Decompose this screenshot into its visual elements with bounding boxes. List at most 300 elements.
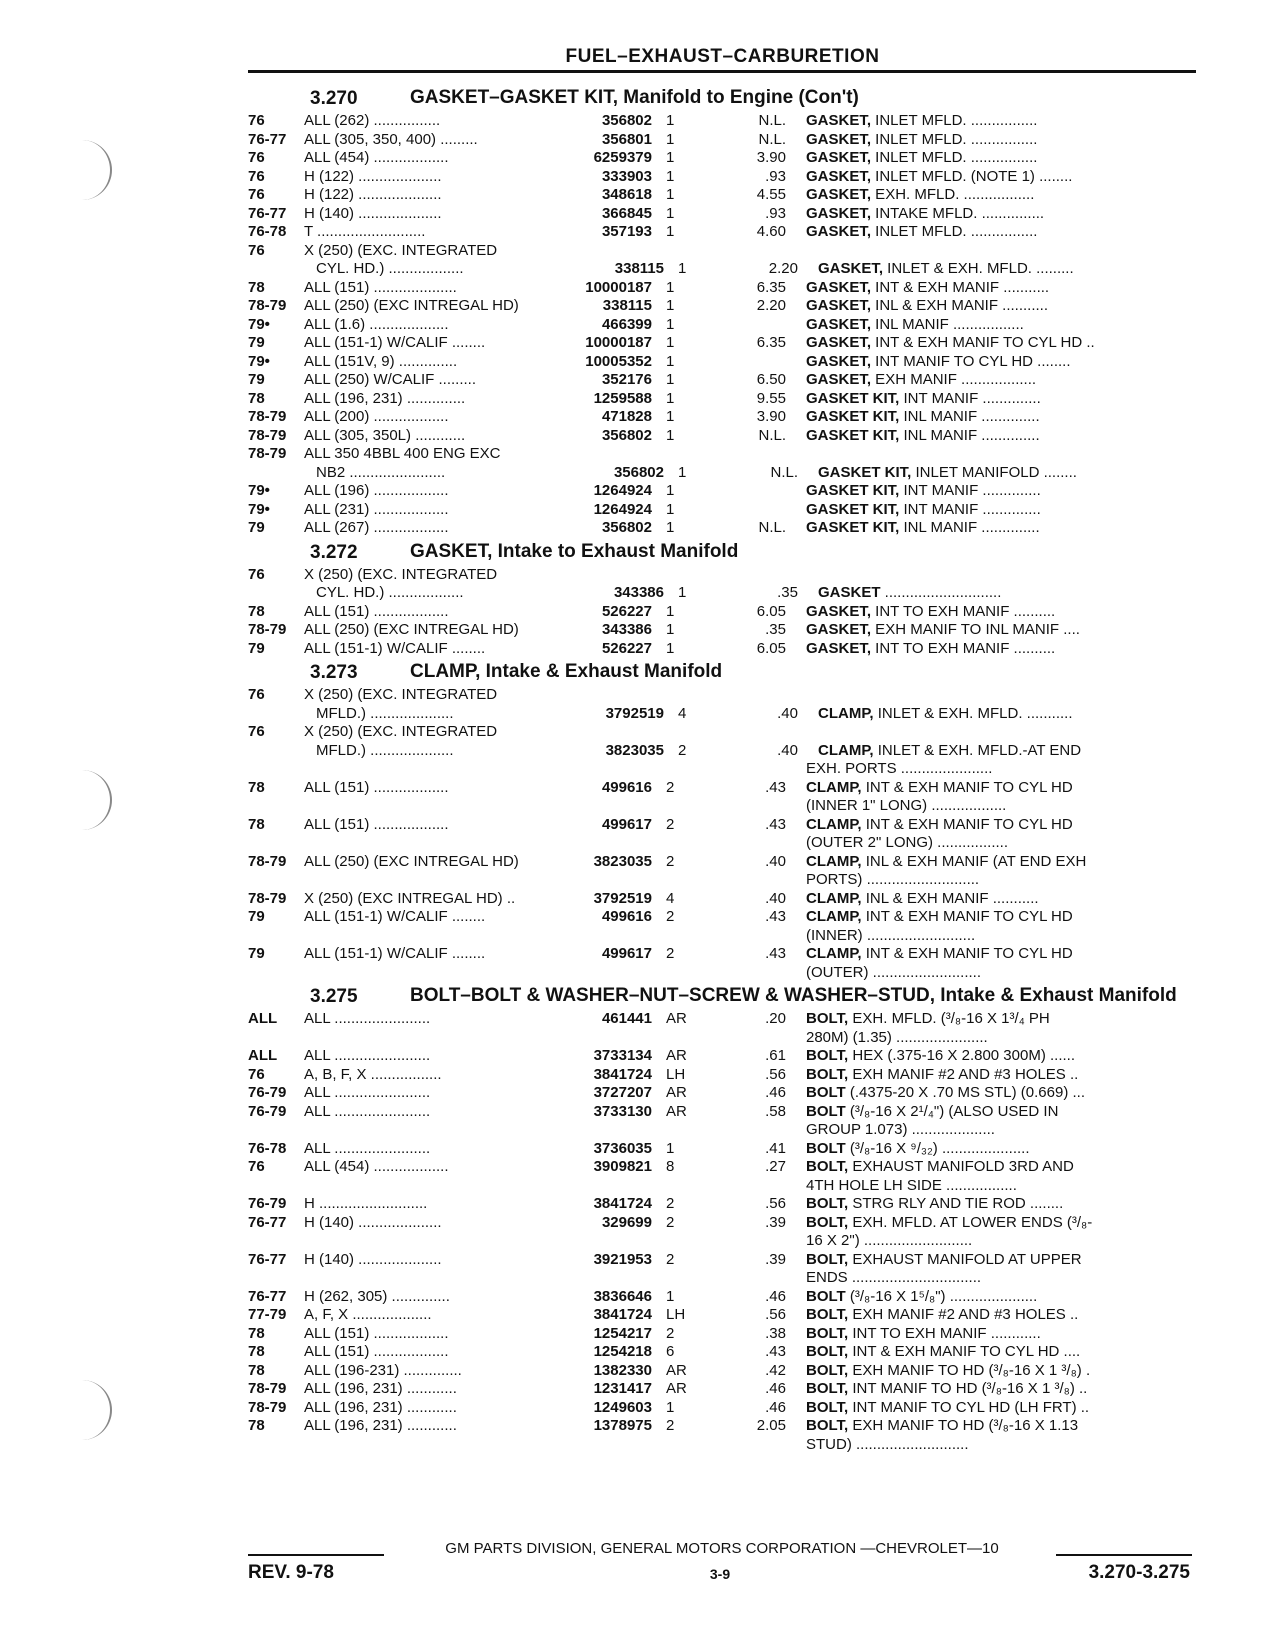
part-number (572, 760, 652, 779)
section-heading: CLAMP, Intake & Exhaust Manifold (410, 661, 723, 682)
model-year: 76 (248, 167, 265, 185)
model-year: 76-79 (248, 1084, 287, 1101)
part-number: 6259379 (593, 149, 652, 166)
price: .43 (765, 778, 786, 796)
price: .42 (765, 1361, 786, 1379)
description-text: (OUTER 2" LONG) ................. (806, 834, 1009, 851)
quantity: 1 (666, 130, 675, 148)
section-heading: GASKET–GASKET KIT, Manifold to Engine (Con't) (410, 87, 859, 108)
description (806, 853, 1198, 872)
description-keyword: GASKET, (806, 371, 872, 388)
description-keyword: BOLT, (806, 1158, 849, 1175)
description (806, 1232, 1198, 1251)
quantity (652, 871, 694, 890)
description-text: INT & EXH MANIF TO CYL HD .. (871, 334, 1095, 351)
quantity: 2 (666, 815, 675, 833)
model-year: 76 (248, 1158, 265, 1175)
price (694, 482, 806, 501)
parts-row (248, 1325, 1198, 1344)
quantity: 1 (666, 149, 675, 166)
quantity: AR (666, 1361, 687, 1379)
parts-row (248, 1177, 1198, 1196)
model-year: 78 (248, 1417, 265, 1434)
description-text: (³/₈-16 X 1⁵/₈") ..................... (845, 1287, 1038, 1305)
description-keyword: CLAMP, (806, 889, 862, 907)
parts-row (248, 482, 1198, 501)
description-text: (INNER) .......................... (806, 926, 976, 944)
model-application: ALL (196, 231) ............ (304, 1398, 457, 1416)
part-number: 3921953 (593, 1250, 652, 1268)
quantity: 2 (666, 1195, 675, 1212)
description-keyword: GASKET, (806, 130, 872, 148)
description-text: EXH MANIF TO HD (³/₈-16 X 1 ³/₈) . (848, 1361, 1091, 1379)
part-number: 356802 (601, 519, 652, 536)
description-keyword: BOLT, (806, 1065, 849, 1083)
model-year (248, 1029, 304, 1048)
description-text: INLET & EXH. MFLD. ......... (883, 260, 1074, 277)
price (694, 834, 806, 853)
price: .46 (765, 1287, 786, 1305)
parts-row (248, 1066, 1198, 1085)
price: 6.05 (756, 602, 786, 620)
description-text: INL MANIF .............. (899, 408, 1040, 425)
description (806, 1417, 1198, 1436)
quantity (652, 445, 694, 464)
description-text: INT MANIF TO CYL HD (LH FRT) .. (848, 1398, 1090, 1416)
description-text: INT & EXH MANIF TO CYL HD (861, 778, 1073, 796)
description-text: EXH. MFLD. ................. (871, 186, 1035, 203)
parts-row (248, 742, 1198, 761)
description (818, 464, 1198, 483)
description-text: HEX (.375-16 X 2.800 300M) ...... (848, 1047, 1075, 1064)
quantity: 1 (666, 426, 675, 444)
model-application: ALL (454) .................. (304, 149, 449, 166)
part-number: 3792519 (593, 889, 652, 907)
parts-row (248, 223, 1198, 242)
model-year: 76-79 (248, 1102, 287, 1120)
description-keyword: BOLT, (806, 1398, 849, 1416)
quantity (652, 1029, 694, 1048)
description-text: 16 X 2") .......................... (806, 1232, 973, 1249)
model-year (248, 834, 304, 853)
part-number: 3836646 (593, 1287, 652, 1305)
model-application: ALL (151V, 9) .............. (304, 352, 458, 370)
binder-hole-mark (60, 140, 112, 200)
price: .58 (765, 1102, 786, 1120)
part-number (572, 445, 652, 464)
model-application: X (250) (EXC. INTEGRATED (304, 723, 498, 740)
parts-row (248, 1288, 1198, 1307)
model-application: X (250) (EXC. INTEGRATED (304, 241, 498, 259)
description (806, 1325, 1198, 1344)
quantity: 2 (666, 778, 675, 796)
model-year: 76-77 (248, 1250, 287, 1268)
quantity (652, 686, 694, 705)
price (694, 566, 806, 585)
quantity (652, 566, 694, 585)
price: 6.50 (756, 371, 786, 388)
part-number: 526227 (601, 602, 652, 620)
description-keyword: BOLT, (806, 1361, 849, 1379)
description (806, 723, 1198, 742)
model-year: 79 (248, 519, 265, 536)
price: 6.35 (756, 334, 786, 351)
description-keyword: BOLT (806, 1287, 846, 1305)
quantity: 1 (666, 408, 675, 425)
description-text: INT MANIF .............. (899, 482, 1041, 499)
description (818, 742, 1198, 761)
model-year: 78 (248, 1324, 265, 1342)
quantity (652, 1436, 694, 1455)
model-application (304, 760, 572, 779)
parts-row (248, 1084, 1198, 1103)
price: .46 (765, 1084, 786, 1101)
price: N.L. (758, 112, 786, 129)
model-application: H (122) .................... (304, 167, 442, 185)
model-application: CYL. HD.) .................. (316, 260, 464, 277)
description (806, 1399, 1198, 1418)
description-text: INLET MFLD. (NOTE 1) ........ (871, 167, 1073, 185)
parts-row (248, 871, 1198, 890)
model-application: ALL (196-231) .............. (304, 1361, 462, 1379)
price: N.L. (758, 426, 786, 444)
price: 9.55 (756, 389, 786, 407)
model-year: ALL (248, 1047, 278, 1064)
parts-row (248, 908, 1198, 927)
part-number: 3909821 (593, 1158, 652, 1175)
model-application: ALL (1.6) ................... (304, 315, 449, 333)
parts-row (248, 168, 1198, 187)
quantity: 1 (666, 204, 675, 222)
quantity: 1 (666, 519, 675, 536)
parts-row (248, 621, 1198, 640)
description-keyword: BOLT, (806, 1250, 849, 1268)
description (806, 1140, 1198, 1159)
description (806, 1343, 1198, 1362)
part-number (572, 242, 652, 261)
description-text: INT MANIF .............. (899, 500, 1041, 518)
part-number (572, 1436, 652, 1455)
description-text: INL & EXH MANIF ........... (871, 297, 1048, 314)
price: N.L. (758, 519, 786, 536)
model-application: H (122) .................... (304, 186, 442, 203)
section-title (248, 986, 1198, 1008)
description (806, 1306, 1198, 1325)
description-keyword: GASKET KIT, (806, 426, 900, 444)
price (694, 1436, 806, 1455)
part-number: 10000187 (585, 334, 652, 351)
price (694, 927, 806, 946)
model-application (304, 1121, 572, 1140)
binder-hole-mark (60, 1380, 112, 1440)
description (806, 168, 1198, 187)
model-application: ALL (196) .................. (304, 482, 449, 499)
description (806, 149, 1198, 168)
quantity (652, 797, 694, 816)
model-year: 77-79 (248, 1306, 287, 1323)
section-number: 3.273 (310, 662, 358, 683)
section-heading: GASKET, Intake to Exhaust Manifold (410, 540, 739, 562)
description-keyword: GASKET, (806, 223, 872, 240)
description-keyword: GASKET, (806, 602, 872, 620)
quantity: AR (666, 1047, 687, 1064)
model-year: 78-79 (248, 426, 287, 444)
description-keyword: BOLT, (806, 1047, 849, 1064)
model-application: H (140) .................... (304, 204, 442, 222)
model-application: ALL (151-1) W/CALIF ........ (304, 639, 486, 657)
description-keyword: GASKET, (806, 149, 872, 166)
quantity (652, 927, 694, 946)
description (806, 908, 1198, 927)
model-application (304, 927, 572, 946)
model-year: 76-78 (248, 1139, 287, 1157)
description (806, 890, 1198, 909)
model-application: X (250) (EXC. INTEGRATED (304, 565, 498, 583)
model-year: 78-79 (248, 297, 287, 314)
description (806, 112, 1198, 131)
model-year: 78-79 (248, 852, 287, 870)
model-year: 78-79 (248, 1380, 287, 1397)
part-number: 3727207 (593, 1084, 652, 1101)
model-application: H (262, 305) .............. (304, 1287, 450, 1305)
section-number: 3.270 (310, 88, 358, 109)
model-application (304, 964, 572, 983)
model-year: 78 (248, 815, 265, 833)
part-number (572, 1121, 652, 1140)
parts-row (248, 390, 1198, 409)
description (806, 316, 1198, 335)
description-keyword: BOLT, (806, 1380, 849, 1397)
parts-row (248, 945, 1198, 964)
parts-row (248, 640, 1198, 659)
part-number: 3736035 (593, 1139, 652, 1157)
model-year (248, 1177, 304, 1196)
description-keyword: GASKET KIT, (806, 389, 900, 407)
description-text: (³/₈-16 X 2¹/₄") (ALSO USED IN (845, 1102, 1059, 1120)
description (806, 1195, 1198, 1214)
description-text: EXH MANIF TO INL MANIF .... (871, 621, 1080, 638)
description (806, 390, 1198, 409)
price: .38 (765, 1324, 786, 1342)
part-number: 3733130 (593, 1102, 652, 1120)
part-number: 10005352 (585, 352, 652, 370)
model-year: 79 (248, 908, 265, 925)
description (806, 760, 1198, 779)
description (806, 621, 1198, 640)
page-number: 3-9 (709, 1566, 731, 1582)
price (694, 797, 806, 816)
model-year: 78 (248, 389, 265, 407)
price: .43 (765, 1343, 786, 1360)
part-number (572, 1029, 652, 1048)
price (694, 686, 806, 705)
quantity (652, 1269, 694, 1288)
quantity: 1 (678, 584, 687, 601)
parts-row (248, 519, 1198, 538)
description-keyword: GASKET KIT, (806, 408, 900, 425)
price (694, 760, 806, 779)
description (806, 1029, 1198, 1048)
description (806, 1121, 1198, 1140)
parts-row (248, 316, 1198, 335)
model-year: 76 (248, 723, 265, 740)
model-application: H (140) .................... (304, 1250, 442, 1268)
description (806, 223, 1198, 242)
price: .93 (765, 167, 786, 185)
description-text: 280M) (1.35) ...................... (806, 1028, 988, 1046)
quantity: 2 (666, 908, 675, 925)
part-number: 499616 (601, 908, 652, 925)
quantity (652, 834, 694, 853)
description (806, 334, 1198, 353)
description (806, 1214, 1198, 1233)
quantity: AR (666, 1102, 687, 1120)
description (806, 186, 1198, 205)
quantity: 2 (666, 1417, 675, 1434)
description-keyword: CLAMP, (806, 945, 862, 962)
price (694, 723, 806, 742)
parts-row (248, 1158, 1198, 1177)
part-number: 471828 (601, 408, 652, 425)
model-application: ALL (250) (EXC INTREGAL HD) (304, 621, 519, 638)
price: 3.90 (756, 408, 786, 425)
quantity: 1 (666, 167, 675, 185)
description-keyword: BOLT, (806, 1324, 849, 1342)
part-number: 329699 (601, 1213, 652, 1231)
price: .56 (765, 1306, 786, 1323)
description-keyword: BOLT, (806, 1306, 849, 1323)
description (806, 131, 1198, 150)
model-application: MFLD.) .................... (316, 741, 454, 759)
model-application: ALL ....................... (304, 1102, 431, 1120)
price (694, 353, 806, 372)
model-application: ALL ....................... (304, 1010, 431, 1027)
description-keyword: CLAMP, (806, 778, 862, 796)
description (806, 1047, 1198, 1066)
price: 2.20 (768, 260, 798, 277)
part-number: 338115 (614, 260, 664, 277)
description-keyword: CLAMP, (806, 815, 862, 833)
model-application: NB2 ....................... (316, 463, 446, 481)
parts-row (248, 131, 1198, 150)
part-number: 461441 (601, 1010, 652, 1027)
description (806, 871, 1198, 890)
model-application (304, 1177, 572, 1196)
part-number: 3841724 (593, 1065, 652, 1083)
model-application: MFLD.) .................... (316, 704, 454, 722)
description-text: EXHAUST MANIFOLD AT UPPER (848, 1250, 1082, 1268)
model-application: ALL (151-1) W/CALIF ........ (304, 945, 486, 962)
quantity: 1 (666, 278, 675, 296)
part-number: 466399 (601, 315, 652, 333)
price: .46 (765, 1380, 786, 1397)
description-text: ENDS ............................... (806, 1269, 982, 1286)
parts-list (248, 84, 1198, 1454)
model-application: T .......................... (304, 223, 426, 240)
model-year: 76 (248, 149, 265, 166)
parts-row (248, 853, 1198, 872)
quantity (652, 760, 694, 779)
description (806, 927, 1198, 946)
description-text: EXH. MFLD. (³/₈-16 X 1³/₄ PH (848, 1010, 1050, 1027)
description-text: INLET MANIFOLD ........ (911, 463, 1077, 481)
model-year: 78-79 (248, 621, 287, 638)
price (694, 964, 806, 983)
parts-row (248, 797, 1198, 816)
part-number (572, 797, 652, 816)
quantity (652, 1177, 694, 1196)
model-year (248, 584, 304, 603)
model-year: 76-77 (248, 1213, 287, 1231)
parts-row (248, 1380, 1198, 1399)
price (694, 501, 806, 520)
description-keyword: CLAMP, (806, 852, 862, 870)
price: .39 (765, 1250, 786, 1268)
quantity: 1 (666, 112, 675, 129)
price (694, 1121, 806, 1140)
model-application (304, 1029, 572, 1048)
parts-row (248, 1251, 1198, 1270)
price (694, 242, 806, 261)
description-text: INLET MFLD. ................ (871, 112, 1038, 129)
parts-row (248, 1214, 1198, 1233)
parts-row (248, 603, 1198, 622)
model-year: 78 (248, 1343, 265, 1360)
description (806, 242, 1198, 261)
description-text: STUD) ........................... (806, 1435, 969, 1453)
model-application: ALL (151) .................. (304, 778, 449, 796)
parts-row (248, 408, 1198, 427)
description-text: ............................ (880, 584, 1002, 601)
price (694, 1269, 806, 1288)
description-keyword: GASKET, (806, 315, 872, 333)
description (806, 566, 1198, 585)
model-application: ALL (196, 231) ............ (304, 1380, 457, 1397)
quantity: AR (666, 1380, 687, 1397)
model-year (248, 1232, 304, 1251)
description-keyword: GASKET (818, 584, 881, 601)
quantity: 1 (666, 371, 675, 388)
description-keyword: GASKET KIT, (806, 500, 900, 518)
description (806, 1288, 1198, 1307)
quantity: 2 (666, 1250, 675, 1268)
model-year: 79 (248, 371, 265, 388)
description (818, 705, 1198, 724)
part-number: 348618 (601, 186, 652, 203)
model-year: 78 (248, 778, 265, 796)
model-application: ALL 350 4BBL 400 ENG EXC (304, 445, 501, 462)
description-keyword: BOLT, (806, 1213, 849, 1231)
description-text: INLET MFLD. ................ (871, 223, 1038, 240)
model-application: ALL (151) .................... (304, 278, 457, 296)
price: 4.55 (756, 186, 786, 203)
description-keyword: GASKET, (806, 186, 872, 203)
part-number: 1264924 (593, 500, 652, 518)
binder-hole-mark (60, 770, 112, 830)
quantity: 1 (666, 315, 675, 333)
model-year (248, 797, 304, 816)
description-text: INT MANIF TO HD (³/₈-16 X 1 ³/₈) .. (848, 1380, 1088, 1397)
model-year: 79• (248, 482, 270, 499)
quantity: 1 (678, 260, 687, 277)
model-year (248, 705, 304, 724)
description (806, 482, 1198, 501)
description-text: PORTS) ........................... (806, 871, 980, 888)
parts-row (248, 186, 1198, 205)
description (806, 205, 1198, 224)
model-application: ALL (250) (EXC INTREGAL HD) (304, 297, 519, 314)
model-year (248, 1436, 304, 1455)
